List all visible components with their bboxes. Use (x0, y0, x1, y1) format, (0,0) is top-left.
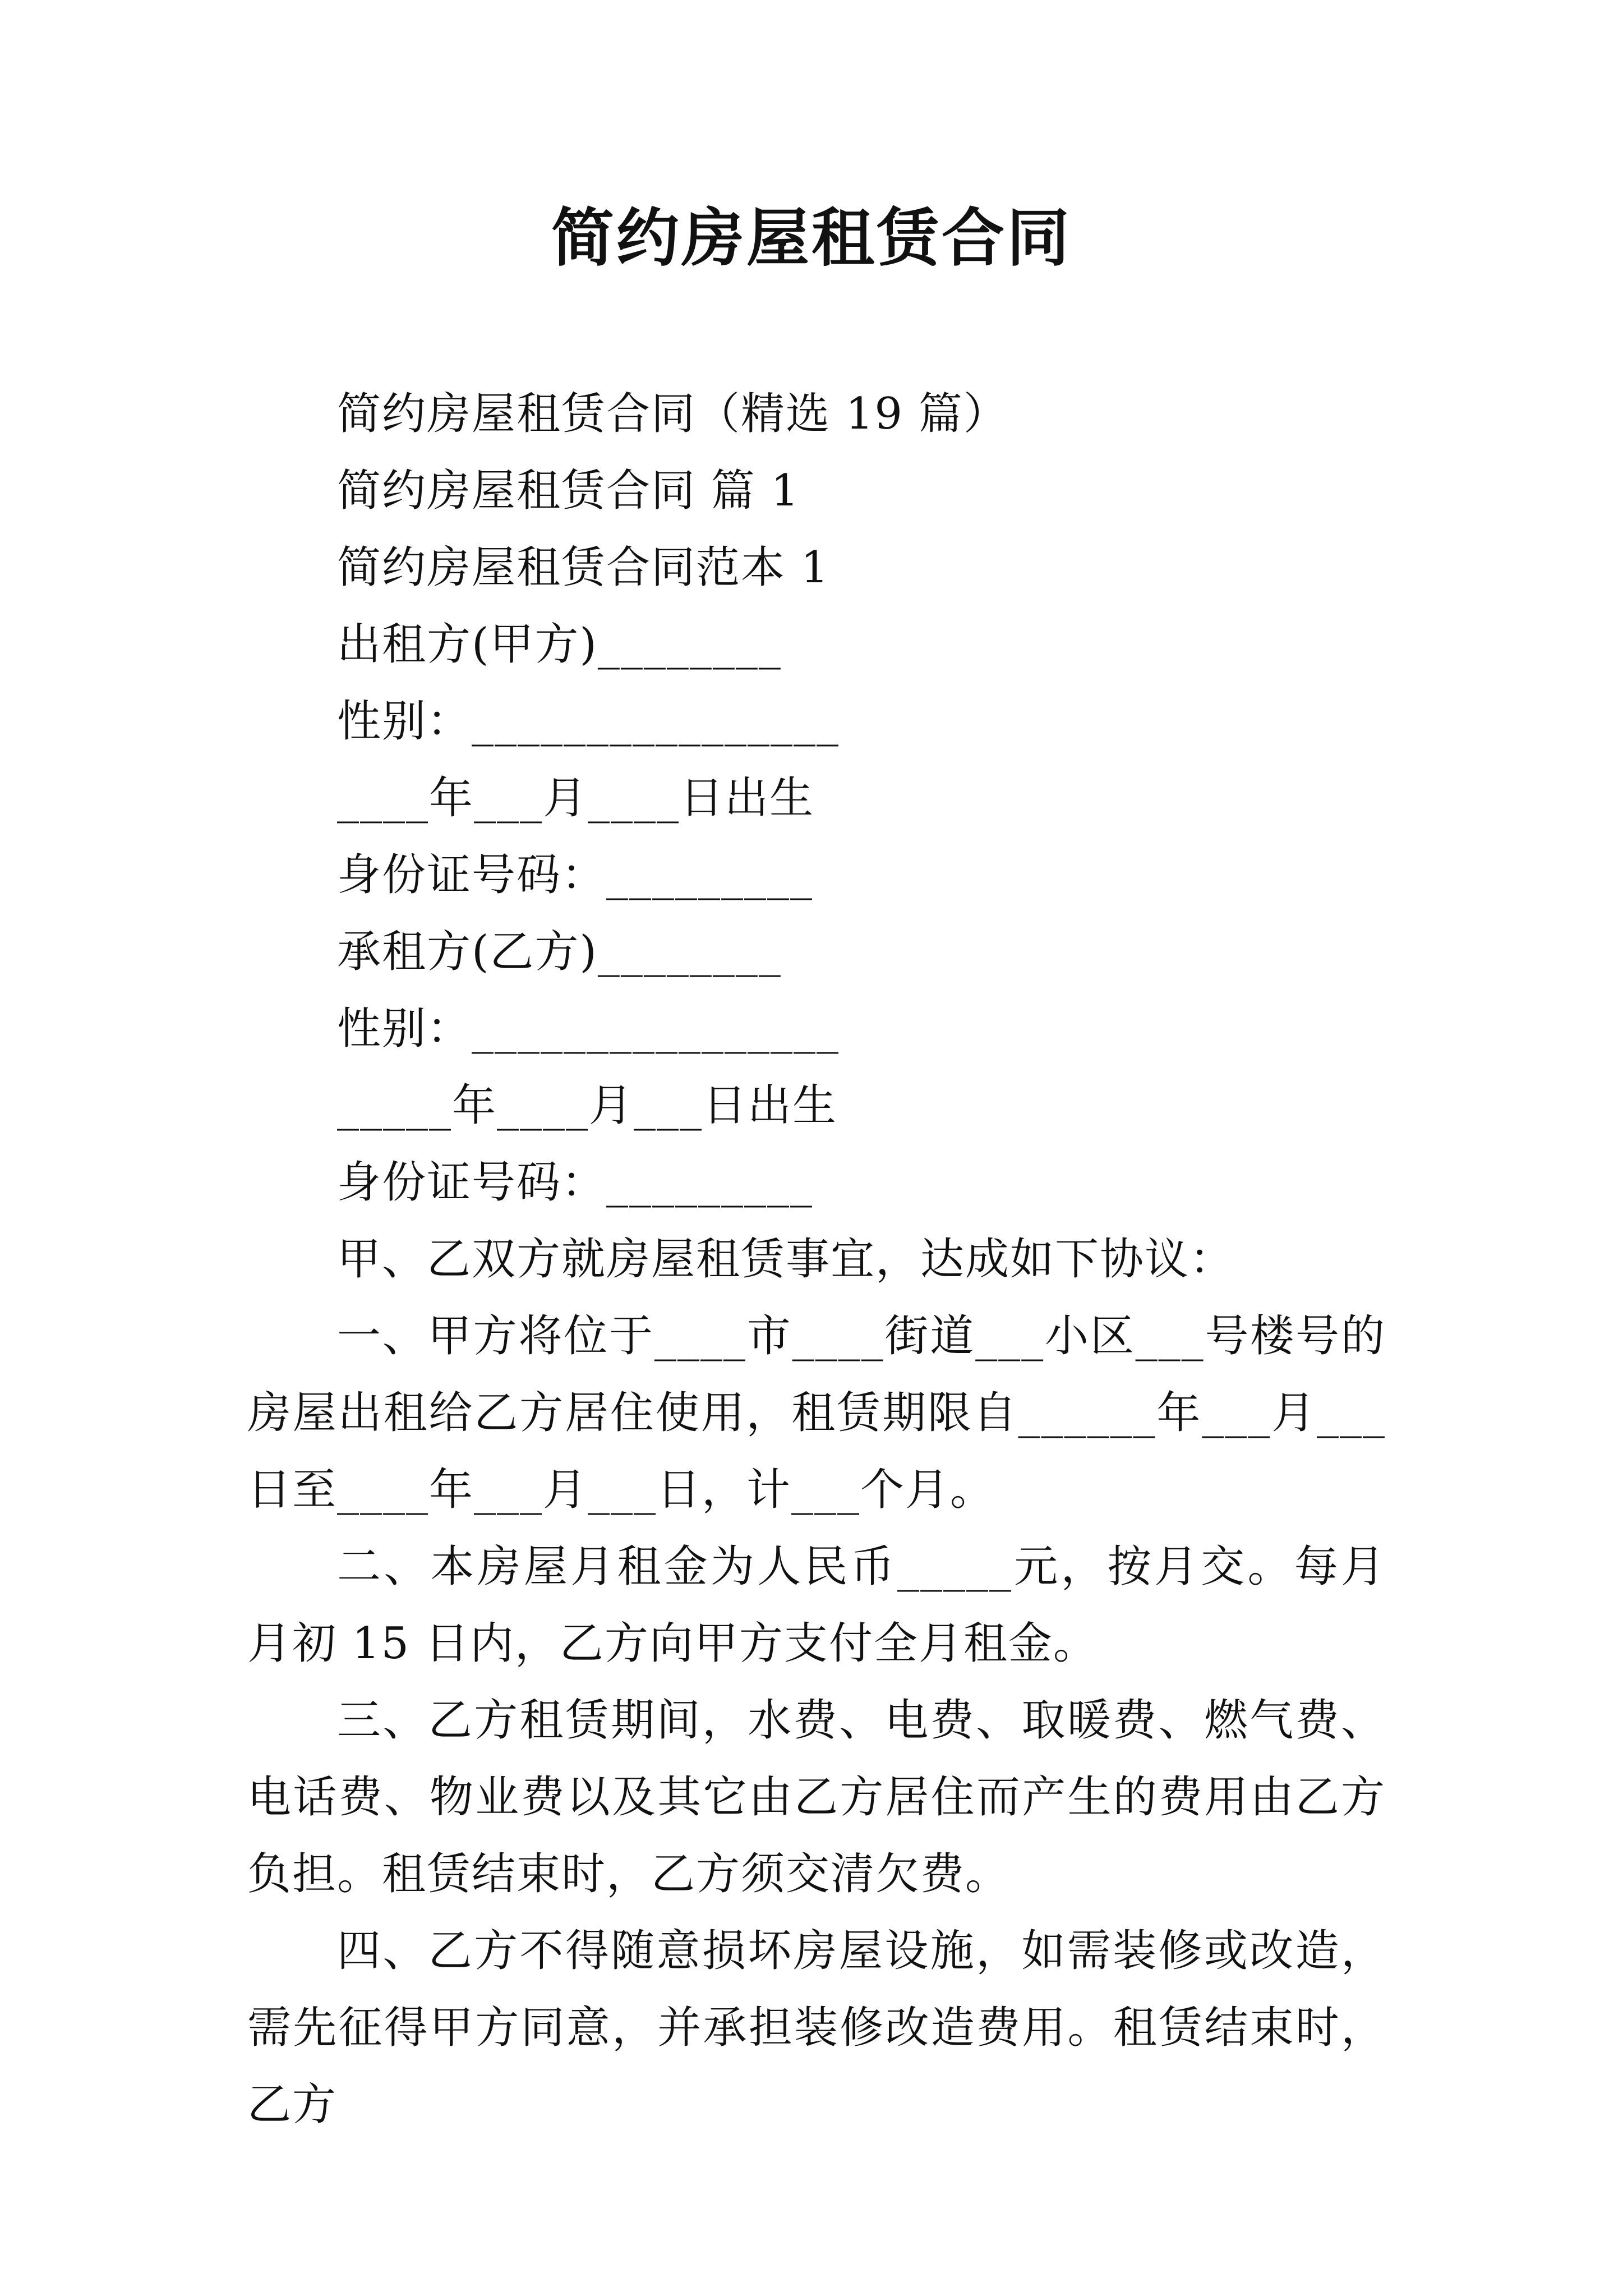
document-body (247, 376, 1386, 2143)
template-heading: 简约房屋租赁合同范本 1 (337, 542, 830, 593)
document-title: 简约房屋租赁合同 (551, 201, 1072, 275)
clause-3: 三、乙方租赁期间，水费、电费、取暖费、燃气费、电话费、物业费以及其它由乙方居住而产生的费用由乙方负担。租赁结束时，乙方须交清欠费。 (247, 1695, 1386, 1899)
subtitle-line: 简约房屋租赁合同（精选 19 篇） (337, 389, 1008, 439)
lessee-gender-field: 性别：________________ (337, 1004, 840, 1054)
agreement-intro: 甲、乙双方就房屋租赁事宜，达成如下协议： (337, 1234, 1235, 1285)
lessee-birthdate-field: _____年____月___日出生 (337, 1080, 838, 1131)
lessor-gender-field: 性别：________________ (337, 696, 840, 747)
clause-4: 四、乙方不得随意损坏房屋设施，如需装修或改造，需先征得甲方同意，并承担装修改造费用。租赁结束时，乙方 (247, 1926, 1386, 2130)
clause-2: 二、本房屋月租金为人民币_____元，按月交。每月月初 15 日内，乙方向甲方支付全月租金。 (247, 1542, 1386, 1669)
lessee-id-field: 身份证号码：_________ (337, 1157, 814, 1208)
section-heading: 简约房屋租赁合同 篇 1 (337, 466, 800, 516)
lessor-birthdate-field: ____年___月____日出生 (337, 773, 815, 823)
lessor-id-field: 身份证号码：_________ (337, 850, 814, 900)
lessor-field: 出租方(甲方)________ (337, 619, 782, 670)
lessee-field: 承租方(乙方)________ (337, 927, 782, 977)
clause-1: 一、甲方将位于____市____街道___小区___号楼号的房屋出租给乙方居住使用，租赁期限自______年___月___日至____年___月___日，计___个月。 (247, 1311, 1386, 1515)
